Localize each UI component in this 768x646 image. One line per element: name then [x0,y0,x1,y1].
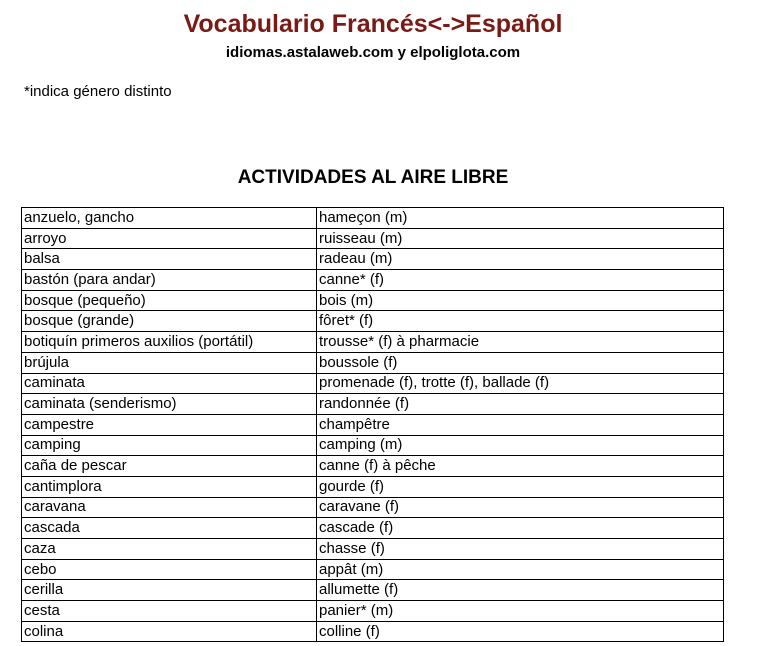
spanish-term: cesta [22,601,317,622]
table-row [22,228,724,249]
spanish-term: caminata (senderismo) [22,394,317,415]
table-row [22,311,724,332]
spanish-term: anzuelo, gancho [22,208,317,229]
table-row [22,580,724,601]
french-term: cascade (f) [317,518,724,539]
table-row [22,373,724,394]
french-term: canne* (f) [317,270,724,291]
spanish-term: caminata [22,373,317,394]
spanish-term: bastón (para andar) [22,270,317,291]
page-title: Vocabulario Francés<->Español [183,10,563,38]
french-term: canne (f) à pêche [317,456,724,477]
spanish-term: botiquín primeros auxilios (portátil) [22,332,317,353]
table-row [22,559,724,580]
french-term: panier* (m) [317,601,724,622]
spanish-term: cantimplora [22,476,317,497]
spanish-term: caravana [22,497,317,518]
gender-note: *indica género distinto [24,83,172,100]
spanish-term: campestre [22,414,317,435]
table-row [22,435,724,456]
table-row [22,394,724,415]
vocabulary-table-body [22,208,724,642]
table-row [22,414,724,435]
french-term: gourde (f) [317,476,724,497]
french-term: ruisseau (m) [317,228,724,249]
french-term: trousse* (f) à pharmacie [317,332,724,353]
french-term: colline (f) [317,621,724,642]
french-term: camping (m) [317,435,724,456]
table-row [22,601,724,622]
french-term: boussole (f) [317,352,724,373]
french-term: randonnée (f) [317,394,724,415]
french-term: chasse (f) [317,539,724,560]
spanish-term: bosque (pequeño) [22,290,317,311]
spanish-term: cascada [22,518,317,539]
french-term: appât (m) [317,559,724,580]
section-title: ACTIVIDADES AL AIRE LIBRE [237,167,509,188]
spanish-term: colina [22,621,317,642]
table-row [22,456,724,477]
french-term: promenade (f), trotte (f), ballade (f) [317,373,724,394]
table-row [22,208,724,229]
table-row [22,476,724,497]
page-subtitle: idiomas.astalaweb.com y elpoliglota.com [225,44,521,61]
spanish-term: bosque (grande) [22,311,317,332]
french-term: allumette (f) [317,580,724,601]
spanish-term: balsa [22,249,317,270]
french-term: radeau (m) [317,249,724,270]
table-row [22,290,724,311]
table-row [22,497,724,518]
table-row [22,270,724,291]
spanish-term: cerilla [22,580,317,601]
french-term: bois (m) [317,290,724,311]
french-term: champêtre [317,414,724,435]
table-row [22,332,724,353]
table-row [22,539,724,560]
spanish-term: brújula [22,352,317,373]
table-row [22,621,724,642]
spanish-term: arroyo [22,228,317,249]
spanish-term: caña de pescar [22,456,317,477]
table-row [22,352,724,373]
spanish-term: camping [22,435,317,456]
vocabulary-table [21,207,724,642]
french-term: caravane (f) [317,497,724,518]
french-term: hameçon (m) [317,208,724,229]
spanish-term: caza [22,539,317,560]
french-term: fôret* (f) [317,311,724,332]
spanish-term: cebo [22,559,317,580]
table-row [22,249,724,270]
table-row [22,518,724,539]
